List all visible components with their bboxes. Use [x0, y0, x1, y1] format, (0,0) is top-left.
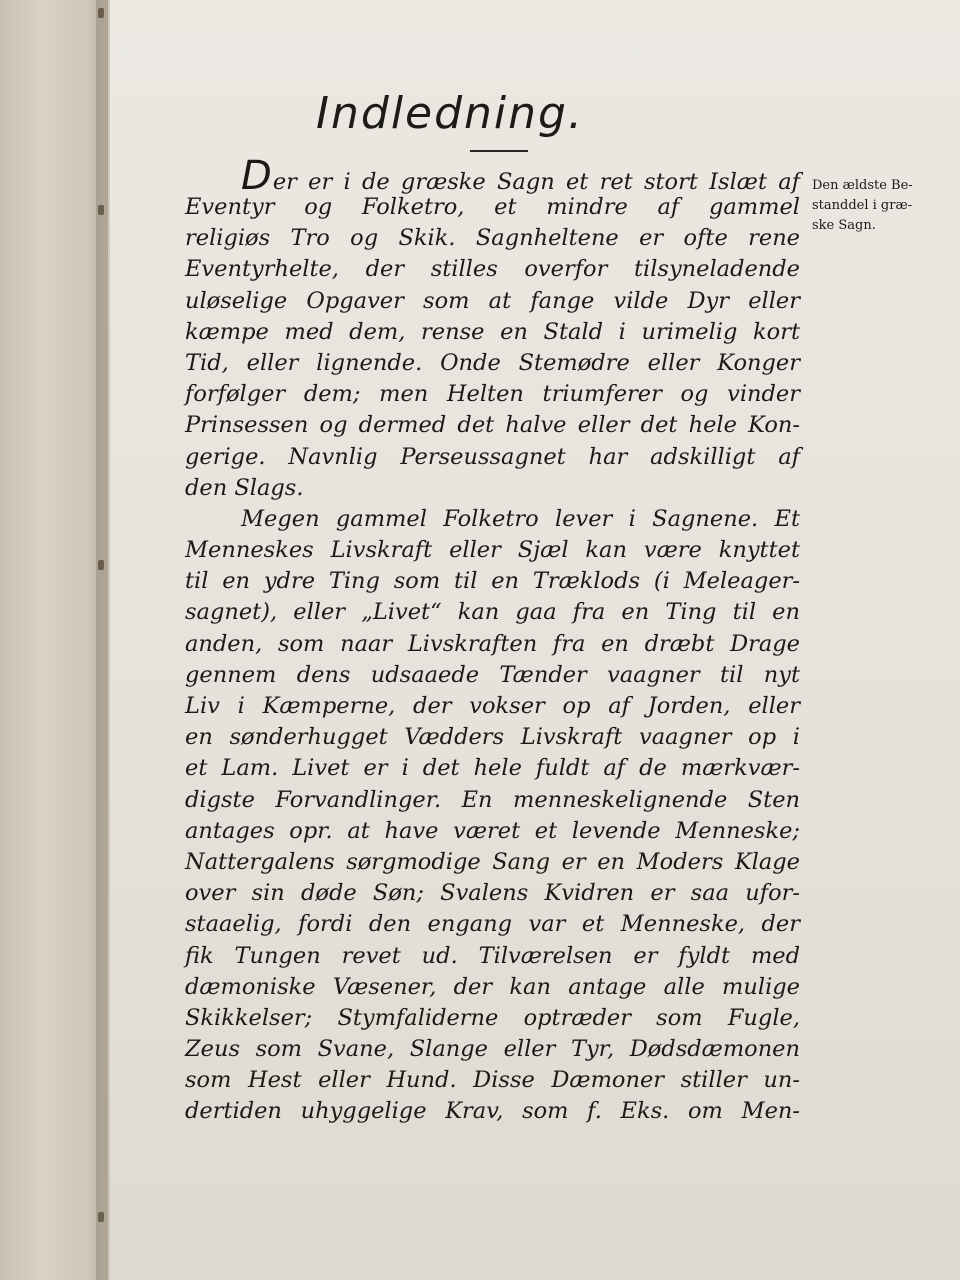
binding-stitch	[98, 1212, 104, 1222]
text-line: Prinsessen og dermed det halve eller det hele Kon-	[185, 412, 800, 439]
text-line: Zeus som Svane, Slange eller Tyr, Dødsdæmonen	[185, 1036, 800, 1063]
text-line: et Lam. Livet er i det hele fuldt af de mærkvær-	[185, 755, 800, 782]
drop-cap: D	[241, 153, 272, 199]
line-text: er er i de græske Sagn et ret stort Islæt af	[272, 169, 800, 195]
text-line: til en ydre Ting som til en Træklods (i Meleager-	[185, 568, 800, 595]
text-line: en sønderhugget Vædders Livskraft vaagner op i	[185, 724, 800, 751]
text-line: den Slags.	[185, 474, 304, 501]
chapter-heading: Indledning.	[316, 88, 584, 139]
text-line: Menneskes Livskraft eller Sjæl kan være knyttet	[185, 537, 800, 564]
text-line: staaelig, fordi den engang var et Menneske, der	[185, 911, 800, 938]
text-line: over sin døde Søn; Svalens Kvidren er saa ufor-	[185, 880, 800, 907]
text-line: Tid, eller lignende. Onde Stemødre eller Konger	[185, 349, 800, 376]
text-line: kæmpe med dem, rense en Stald i urimelig kort	[185, 318, 800, 345]
marginal-note-line: Den ældste Be-	[812, 178, 913, 193]
binding-stitch	[98, 560, 104, 570]
text-line: gennem dens udsaaede Tænder vaagner til nyt	[185, 661, 800, 688]
marginal-note-line: ske Sagn.	[812, 218, 876, 233]
binding-stitch	[98, 8, 104, 18]
text-line: antages opr. at have været et levende Menneske;	[185, 817, 800, 844]
text-line: dæmoniske Væsener, der kan antage alle mulige	[185, 973, 800, 1000]
text-line: som Hest eller Hund. Disse Dæmoner stiller un-	[185, 1067, 800, 1094]
text-line: digste Forvandlinger. En menneskelignende Sten	[185, 786, 800, 813]
text-line: sagnet), eller „Livet“ kan gaa fra en Ting til en	[185, 599, 800, 626]
text-line: Eventyrhelte, der stilles overfor tilsyneladende	[185, 256, 800, 283]
text-line: forfølger dem; men Helten triumferer og vinder	[185, 381, 800, 408]
text-line: uløselige Opgaver som at fange vilde Dyr eller	[185, 287, 800, 314]
text-line: Liv i Kæmperne, der vokser op af Jorden, eller	[185, 693, 800, 719]
text-line	[185, 152, 800, 199]
text-line: Eventyr og Folketro, et mindre af gammel	[185, 194, 800, 220]
text-line: anden, som naar Livskraften fra en dræbt Drage	[185, 630, 800, 657]
marginal-note	[812, 176, 952, 236]
text-line: gerige. Navnlig Perseussagnet har adskilligt af	[185, 443, 800, 470]
text-line: fik Tungen revet ud. Tilværelsen er fyldt med	[185, 942, 800, 969]
book-spine-gutter	[0, 0, 108, 1280]
text-line: Nattergalens sørgmodige Sang er en Moders Klage	[185, 848, 800, 875]
text-line: Megen gammel Folketro lever i Sagnene. Et	[241, 505, 800, 532]
body-text	[185, 152, 800, 1128]
text-line: dertiden uhyggelige Krav, som f. Eks. om Men-	[185, 1098, 800, 1125]
marginal-note-line: standdel i græ-	[812, 198, 913, 213]
binding-stitch	[98, 205, 104, 215]
text-line: religiøs Tro og Skik. Sagnheltene er ofte rene	[185, 225, 800, 252]
text-line: Skikkelser; Stymfaliderne optræder som Fugle,	[185, 1004, 800, 1031]
